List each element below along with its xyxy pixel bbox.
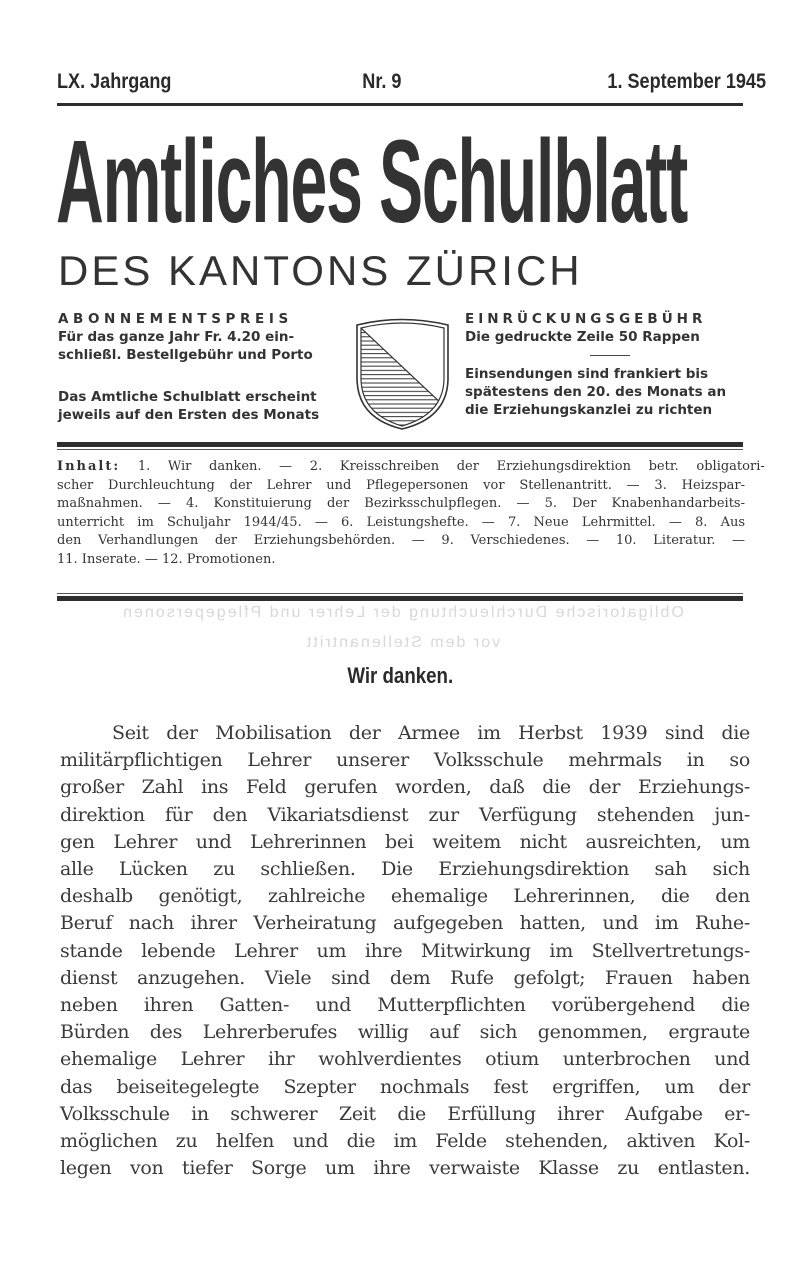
masthead-top-line: [57, 70, 767, 104]
contents-line: Inhalt: 1. Wir danken. — 2. Kreisschreiben der Erziehungsdirektion betr. obligatori-: [57, 459, 765, 474]
table-of-contents: [57, 458, 765, 570]
divider: [590, 355, 630, 356]
body-line: alle Lücken zu schließen. Die Erziehungsdirektion sah sich: [60, 858, 750, 881]
contents-line: unterricht im Schuljahr 1944/45. — 6. Leistungshefte. — 7. Neue Lehrmittel. — 8. Aus: [57, 514, 745, 530]
masthead-rule: [57, 103, 743, 106]
submission-note-line: Einsendungen sind frankiert bis: [465, 366, 709, 382]
body-line: gen Lehrer und Lehrerinnen bei weitem nicht ausreichten, um: [60, 830, 750, 853]
advertising-rate: Die gedruckte Zeile 50 Rappen: [465, 329, 700, 345]
subscription-line: schließl. Bestellgebühr und Porto: [58, 347, 313, 363]
issue-number: Nr. 9: [362, 70, 402, 93]
article-body: [60, 720, 750, 1182]
issue-date: 1. September 1945: [607, 70, 767, 93]
subscription-info: [58, 310, 358, 424]
show-through-text: vor dem Stellenantritt: [304, 634, 501, 651]
volume-label: LX. Jahrgang: [57, 70, 172, 93]
body-line: ehemalige Lehrer ihr wohlverdientes otium unterbrochen und: [60, 1048, 750, 1071]
publication-note-line: Das Amtliche Schulblatt erscheint: [58, 389, 317, 405]
submission-note-line: die Erziehungskanzlei zu richten: [465, 402, 713, 418]
contents-line: 11. Inserate. — 12. Promotionen.: [57, 551, 276, 567]
publication-title: Amtliches Schulblatt: [56, 116, 688, 248]
body-line: Volksschule in schwerer Zeit die Erfüllung ihrer Aufgabe er-: [60, 1102, 750, 1125]
contents-label: Inhalt:: [57, 459, 121, 474]
contents-line: scher Durchleuchtung der Lehrer und Pflegepersonen vor Stellenantritt. — 3. Heizspar-: [57, 477, 745, 493]
section-rule: [57, 593, 743, 601]
subscription-line: Für das ganze Jahr Fr. 4.20 ein-: [58, 329, 295, 345]
section-rule: [57, 442, 743, 450]
contents-line: maßnahmen. — 4. Konstituierung der Bezirksschulpflegen. — 5. Der Knabenhandarbeits-: [57, 496, 745, 512]
subscription-heading: ABONNEMENTSPREIS: [58, 311, 293, 327]
body-line: Bürden des Lehrerberufes willig auf sich genommen, ergraute: [60, 1021, 750, 1044]
body-line: das beiseitegelegte Szepter nochmals fest ergriffen, um der: [60, 1075, 750, 1098]
publication-subtitle: DES KANTONS ZÜRICH: [58, 247, 583, 294]
body-line: Seit der Mobilisation der Armee im Herbst 1939 sind die: [112, 722, 750, 744]
body-line: großer Zahl ins Feld gerufen worden, daß die der Erziehungs-: [60, 776, 750, 799]
advertising-info: [465, 310, 755, 419]
body-line: neben ihren Gatten- und Mutterpflichten vorübergehend die: [60, 994, 750, 1017]
submission-note-line: spätestens den 20. des Monats an: [465, 384, 727, 400]
zurich-coat-of-arms-icon: [355, 318, 450, 430]
body-line: deshalb genötigt, zahlreiche ehemalige Lehrerinnen, die den: [60, 885, 750, 908]
body-line: möglichen zu helfen und die im Felde stehenden, aktiven Kol-: [60, 1130, 750, 1153]
contents-line: den Verhandlungen der Erziehungsbehörden. — 9. Verschiedenes. — 10. Literatur. —: [57, 533, 745, 549]
body-line: stande lebende Lehrer um ihre Mitwirkung im Stellvertretungs-: [60, 939, 750, 962]
spacer: [58, 364, 358, 388]
advertising-heading: EINRÜCKUNGSGEBÜHR: [465, 311, 707, 327]
body-line: direktion für den Vikariatsdienst zur Verfügung stehenden jun-: [60, 803, 750, 826]
publication-note-line: jeweils auf den Ersten des Monats: [58, 407, 320, 423]
body-line: dienst anzugehen. Viele sind dem Rufe gefolgt; Frauen haben: [60, 966, 750, 989]
body-line: legen von tiefer Sorge um ihre verwaiste Klasse zu entlasten.: [60, 1157, 750, 1180]
body-line: Beruf nach ihrer Verheiratung aufgegeben hatten, und im Ruhe-: [60, 912, 750, 935]
article-heading: Wir danken.: [347, 663, 453, 688]
show-through-text: Obligatorische Durchleuchtung der Lehrer und Pflegepersonen: [121, 604, 684, 621]
body-line: militärpflichtigen Lehrer unserer Volksschule mehrmals in so: [60, 749, 750, 772]
